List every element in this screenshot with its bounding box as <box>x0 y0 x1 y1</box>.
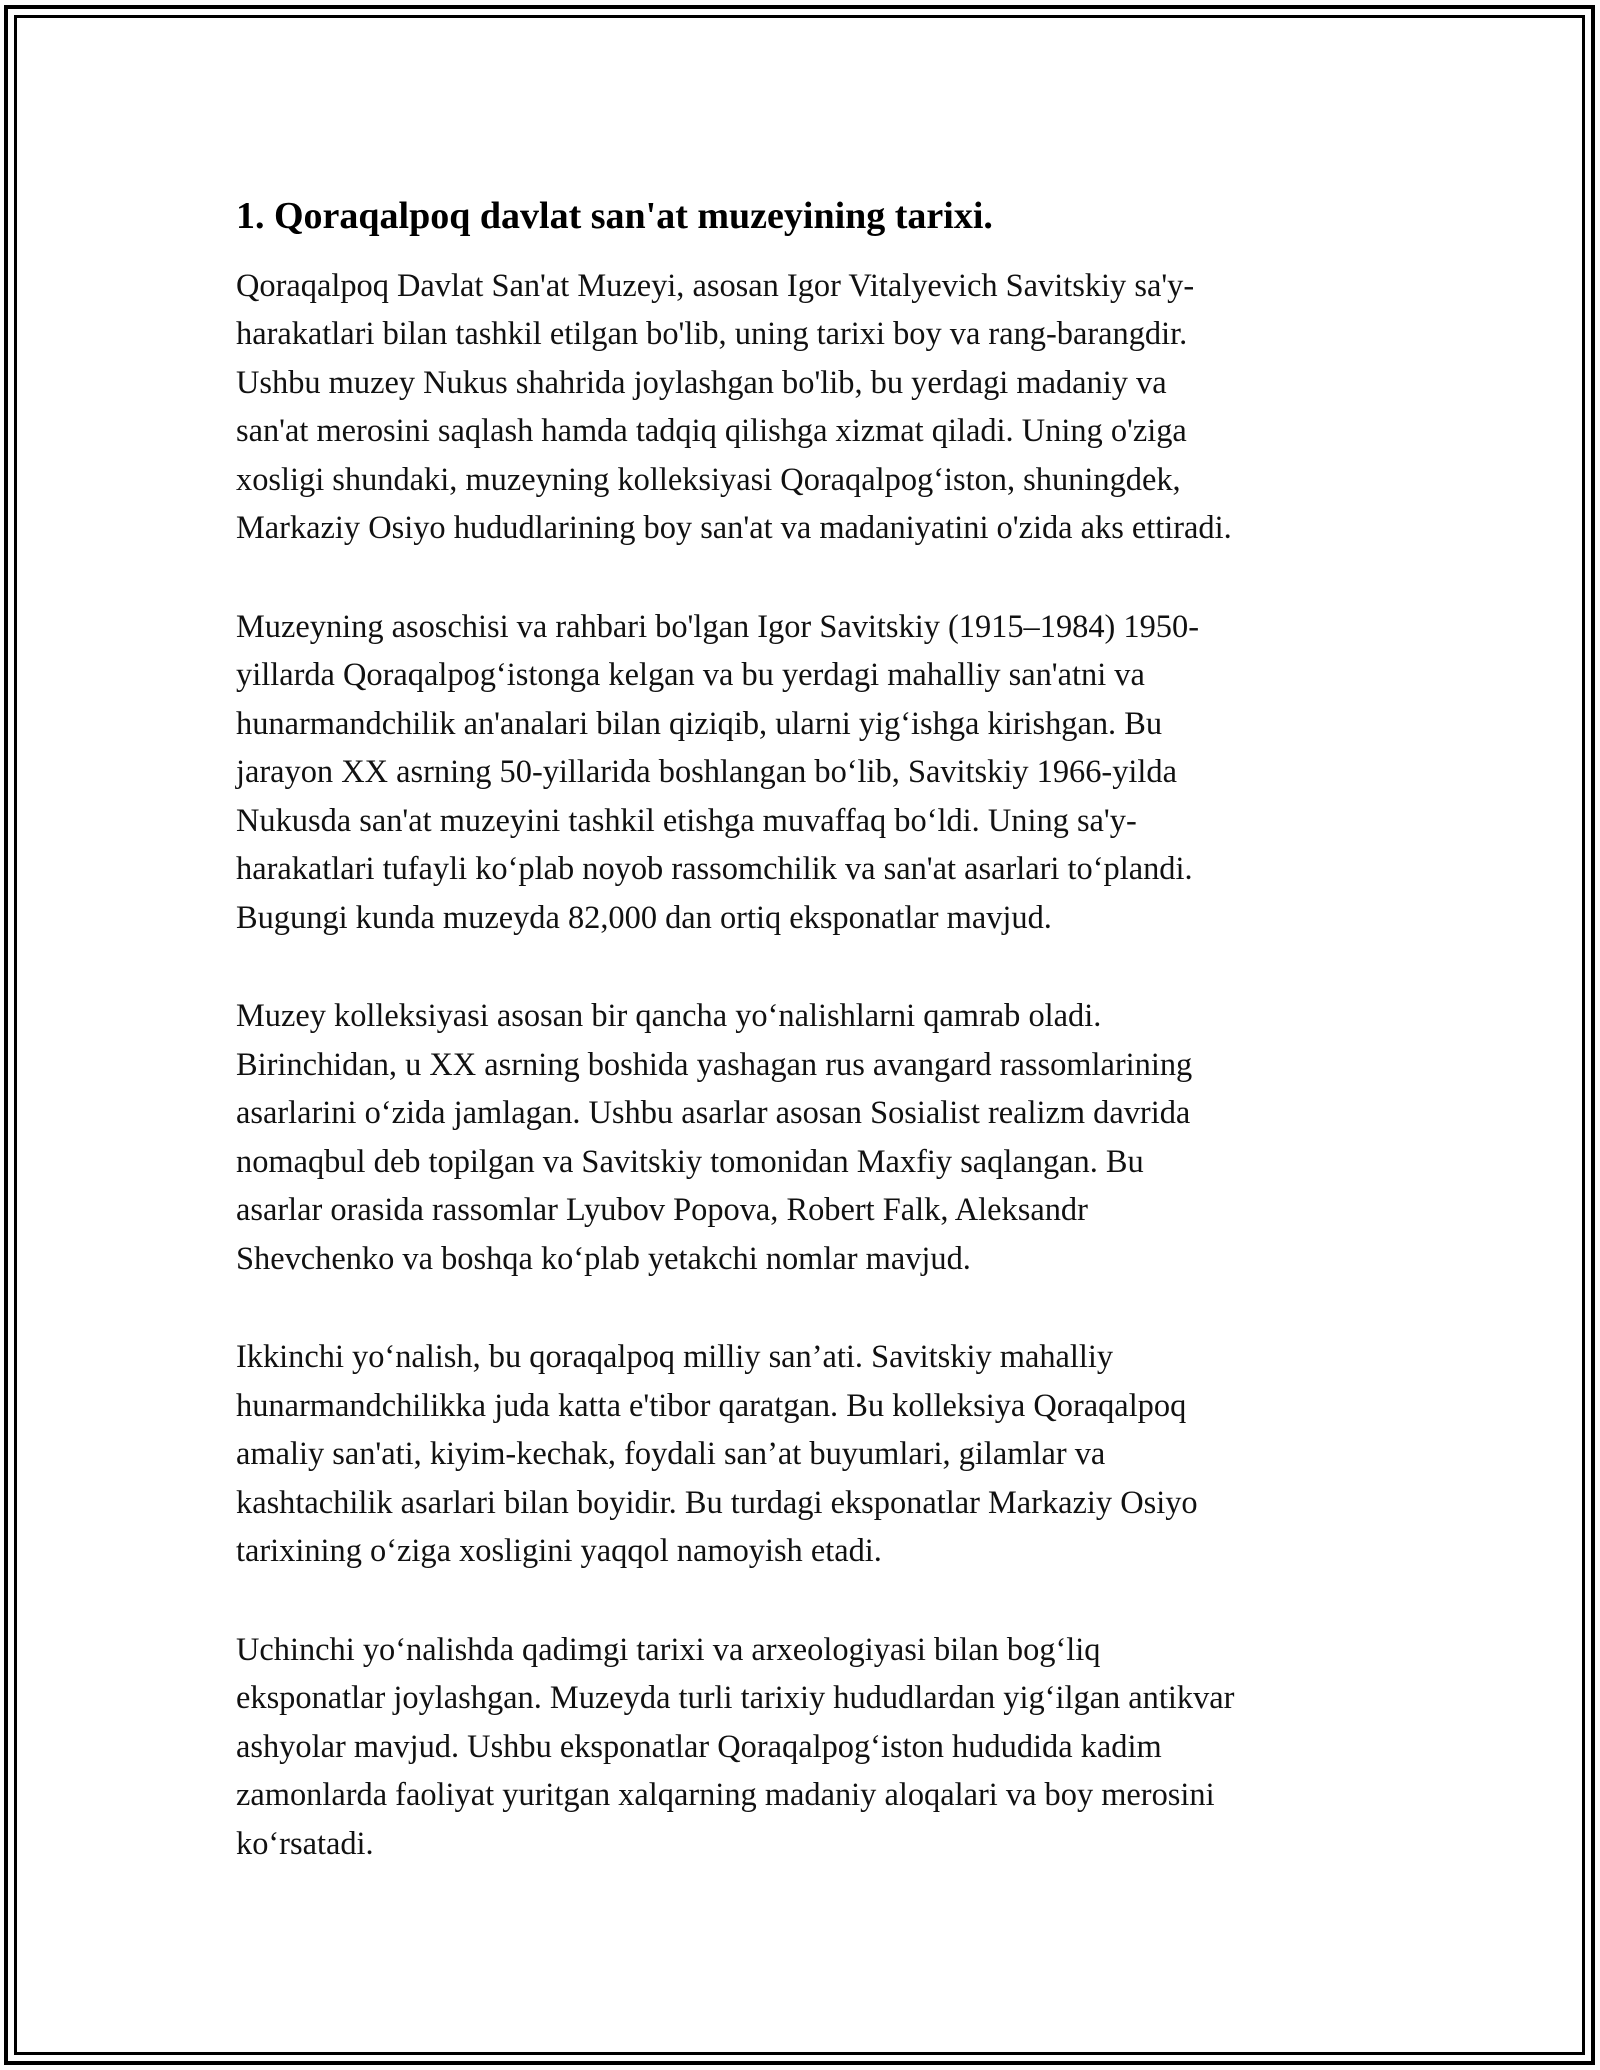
paragraph-2 <box>236 603 1396 943</box>
text-line: nomaqbul deb topilgan va Savitskiy tomonidan Maxfiy saqlangan. Bu <box>236 1143 1144 1180</box>
text-line: xosligi shundaki, muzeyning kolleksiyasi Qoraqalpog‘iston, shuningdek, <box>236 461 1181 498</box>
text-line: Markaziy Osiyo hududlarining boy san'at va madaniyatini o'zida aks ettiradi. <box>236 510 1232 547</box>
text-line: eksponatlar joylashgan. Muzeyda turli tarixiy hududlardan yig‘ilgan antikvar <box>236 1680 1235 1717</box>
text-line: hunarmandchilikka juda katta e'tibor qaratgan. Bu kolleksiya Qoraqalpoq <box>236 1387 1187 1424</box>
text-line: ko‘rsatadi. <box>236 1825 374 1862</box>
text-line: amaliy san'ati, kiyim-kechak, foydali san’at buyumlari, gilamlar va <box>236 1436 1106 1473</box>
text-line: zamonlarda faoliyat yuritgan xalqarning madaniy aloqalari va boy merosini <box>236 1777 1215 1814</box>
text-line: Uchinchi yo‘nalishda qadimgi tarixi va arxeologiyasi bilan bog‘liq <box>236 1631 1101 1668</box>
text-line: tarixining o‘ziga xosligini yaqqol namoyish etadi. <box>236 1533 882 1570</box>
text-line: Ushbu muzey Nukus shahrida joylashgan bo'lib, bu yerdagi madaniy va <box>236 364 1167 401</box>
paragraph-1 <box>236 262 1396 553</box>
text-line: Nukusda san'at muzeyini tashkil etishga muvaffaq bo‘ldi. Uning sa'y- <box>236 802 1137 839</box>
text-line: asarlarini o‘zida jamlagan. Ushbu asarlar asosan Sosialist realizm davrida <box>236 1095 1191 1132</box>
text-line: jarayon XX asrning 50-yillarida boshlangan bo‘lib, Savitskiy 1966-yilda <box>236 754 1177 791</box>
text-line: san'at merosini saqlash hamda tadqiq qilishga xizmat qiladi. Uning o'ziga <box>236 413 1187 450</box>
text-line: hunarmandchilik an'analari bilan qiziqib, ularni yig‘ishga kirishgan. Bu <box>236 705 1163 742</box>
paragraph-3 <box>236 992 1396 1283</box>
text-line: kashtachilik asarlari bilan boyidir. Bu turdagi eksponatlar Markaziy Osiyo <box>236 1484 1198 1521</box>
text-line: harakatlari bilan tashkil etilgan bo'lib, uning tarixi boy va rang-barangdir. <box>236 316 1188 353</box>
section-heading: 1. Qoraqalpoq davlat san'at muzeyining tarixi. <box>236 195 993 237</box>
text-line: harakatlari tufayli ko‘plab noyob rassomchilik va san'at asarlari to‘plandi. <box>236 851 1193 888</box>
text-line: asarlar orasida rassomlar Lyubov Popova, Robert Falk, Aleksandr <box>236 1192 1088 1229</box>
text-line: ashyolar mavjud. Ushbu eksponatlar Qoraqalpog‘iston hududida kadim <box>236 1728 1162 1765</box>
text-line: Qoraqalpoq Davlat San'at Muzeyi, asosan Igor Vitalyevich Savitskiy sa'y- <box>236 267 1195 304</box>
text-line: yillarda Qoraqalpog‘istonga kelgan va bu yerdagi mahalliy san'atni va <box>236 657 1145 694</box>
text-line: Shevchenko va boshqa ko‘plab yetakchi nomlar mavjud. <box>236 1240 971 1277</box>
text-line: Bugungi kunda muzeyda 82,000 dan ortiq eksponatlar mavjud. <box>236 899 1052 936</box>
paragraph-5 <box>236 1626 1396 1869</box>
paragraph-4 <box>236 1333 1396 1576</box>
text-line: Muzey kolleksiyasi asosan bir qancha yo‘nalishlarni qamrab oladi. <box>236 998 1102 1035</box>
text-line: Muzeyning asoschisi va rahbari bo'lgan Igor Savitskiy (1915–1984) 1950- <box>236 608 1199 645</box>
text-line: Ikkinchi yo‘nalish, bu qoraqalpoq milliy san’ati. Savitskiy mahalliy <box>236 1339 1114 1376</box>
document-body <box>236 180 1396 1918</box>
text-line: Birinchidan, u XX asrning boshida yashagan rus avangard rassomlarining <box>236 1046 1193 1083</box>
